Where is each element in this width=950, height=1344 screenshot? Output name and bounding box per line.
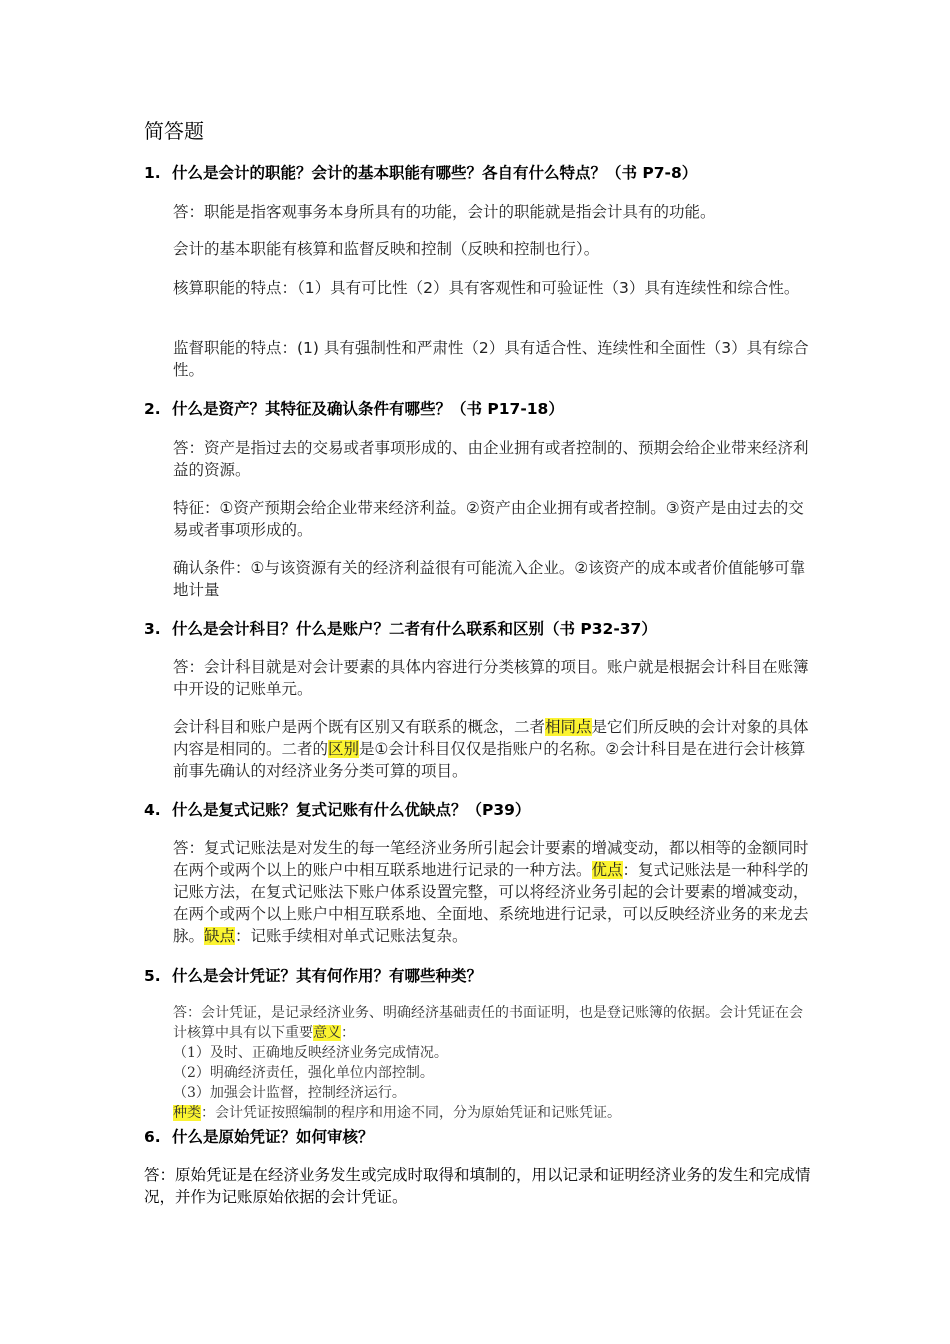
- answer-paragraph: [173, 1003, 813, 1043]
- question-2-heading: [144, 398, 564, 420]
- question-number: 4.: [144, 801, 161, 819]
- answer-paragraph: 答：资产是指过去的交易或者事项形成的、由企业拥有或者控制的、预期会给企业带来经济利益的资源。: [173, 439, 809, 479]
- answer-paragraph: 特征：①资产预期会给企业带来经济利益。②资产由企业拥有或者控制。③资产是由过去的交易或者事项形成的。: [173, 499, 804, 539]
- text-run: 是它们所反映的会计对象的具体内容是相同的。二者的: [173, 718, 809, 758]
- question-3-heading: [144, 618, 657, 640]
- question-number: 3.: [144, 620, 161, 638]
- question-text: 什么是会计科目？什么是账户？二者有什么联系和区别（书 P32-37）: [172, 620, 657, 638]
- answer-paragraph: 监督职能的特点：(1) 具有强制性和严肃性（2）具有适合性、连续性和全面性（3）具有综合性。: [173, 339, 809, 379]
- question-number: 1.: [144, 164, 161, 182]
- answer-paragraph: 确认条件：①与该资源有关的经济利益很有可能流入企业。②该资产的成本或者价值能够可靠地计量: [173, 559, 806, 599]
- answer-block: [173, 1003, 813, 1123]
- question-text: 什么是会计凭证？其有何作用？有哪些种类？: [172, 967, 483, 985]
- answer-paragraph: 答：会计科目就是对会计要素的具体内容进行分类核算的项目。账户就是根据会计科目在账簿中开设的记账单元。: [173, 658, 809, 698]
- text-run: 是①会计科目仅仅是指账户的名称。②会计科目是在进行会计核算前事先确认的对经济业务分类可算的项目。: [173, 740, 806, 780]
- list-item: （2）明确经济责任，强化单位内部控制。: [173, 1065, 434, 1081]
- question-5-heading: [144, 965, 482, 987]
- text-run: 答：复式记账法是对发生的每一笔经济业务所引起会计要素的增减变动，都以相等的金额同时在两个或两个以上的账户中相互联系地进行记录的一种方法。: [173, 839, 809, 879]
- page-title: 简答题: [144, 119, 204, 143]
- highlighted-term: 相同点: [545, 718, 592, 736]
- text-run: ：复式记账法是一种科学的记账方法，在复式记账法下账户体系设置完整，可以将经济业务引起的会计要素的增减变动，在两个或两个以上账户中相互联系地、全面地、系统地进行记录，可以反映经济业务的来龙去脉。: [173, 861, 809, 945]
- answer-paragraph: 核算职能的特点：（1）具有可比性（2）具有客观性和可验证性（3）具有连续性和综合性。: [173, 279, 800, 297]
- highlighted-term: 区别: [328, 740, 360, 758]
- text-run: 会计科目和账户是两个既有区别又有联系的概念，二者: [173, 718, 546, 736]
- answer-paragraph: [173, 837, 813, 947]
- question-number: 5.: [144, 967, 161, 985]
- list-item: （1）及时、正确地反映经济业务完成情况。: [173, 1045, 448, 1061]
- list-item: （3）加强会计监督，控制经济运行。: [173, 1085, 406, 1101]
- question-6-heading: [144, 1126, 374, 1148]
- text-run: 答：会计凭证，是记录经济业务、明确经济基础责任的书面证明，也是登记账簿的依据。会计凭证在会计核算中具有以下重要: [173, 1005, 803, 1041]
- answer-paragraph: 答：职能是指客观事务本身所具有的功能，会计的职能就是指会计具有的功能。: [173, 203, 716, 221]
- question-1-heading: [144, 162, 697, 184]
- text-run: ：会计凭证按照编制的程序和用途不同，分为原始凭证和记账凭证。: [201, 1105, 621, 1121]
- question-text: 什么是原始凭证？如何审核？: [172, 1128, 374, 1146]
- question-text: 什么是会计的职能？会计的基本职能有哪些？各自有什么特点？（书 P7-8）: [172, 164, 698, 182]
- text-run: ：: [341, 1025, 355, 1041]
- question-text: 什么是资产？其特征及确认条件有哪些？（书 P17-18）: [172, 400, 564, 418]
- question-text: 什么是复式记账？复式记账有什么优缺点？（P39）: [172, 801, 531, 819]
- question-4-heading: [144, 799, 530, 821]
- answer-paragraph: [173, 716, 813, 782]
- highlighted-term: 缺点: [204, 927, 236, 945]
- highlighted-term: 种类: [173, 1105, 201, 1121]
- answer-paragraph: 答：原始凭证是在经济业务发生或完成时取得和填制的，用以记录和证明经济业务的发生和完成情况，并作为记账原始依据的会计凭证。: [144, 1166, 811, 1206]
- question-number: 6.: [144, 1128, 161, 1146]
- answer-paragraph: [173, 1103, 813, 1123]
- answer-paragraph: 会计的基本职能有核算和监督反映和控制（反映和控制也行）。: [173, 240, 600, 258]
- highlighted-term: 优点: [591, 861, 623, 879]
- question-number: 2.: [144, 400, 161, 418]
- highlighted-term: 意义: [313, 1025, 341, 1041]
- text-run: ：记账手续相对单式记账法复杂。: [235, 927, 468, 945]
